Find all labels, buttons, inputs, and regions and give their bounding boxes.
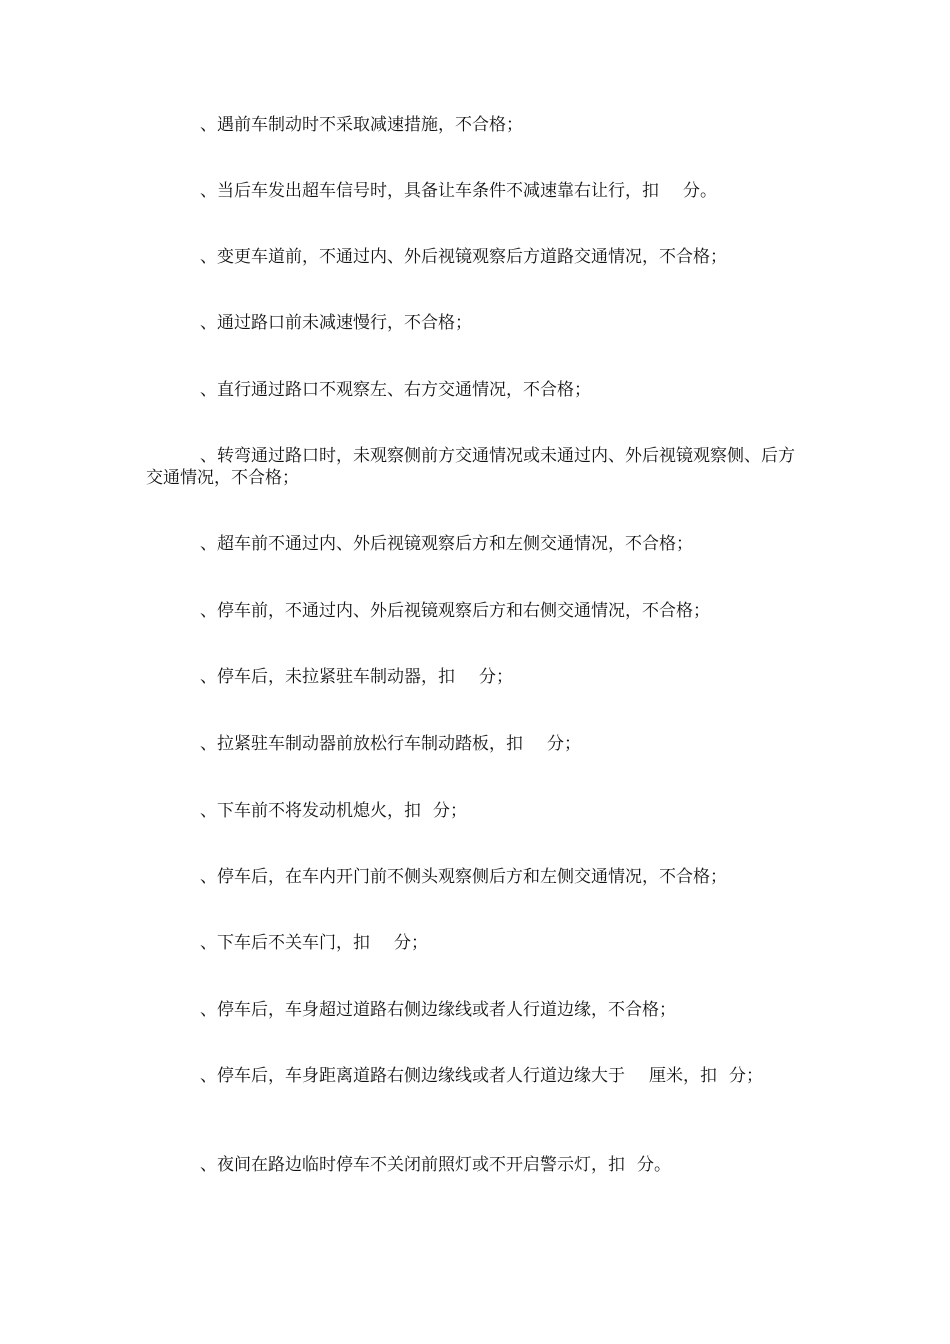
rule-item xyxy=(146,866,806,888)
rule-item xyxy=(146,932,806,954)
rule-text: 、直行通过路口不观察左、右方交通情况，不合格； xyxy=(200,380,591,400)
rule-item xyxy=(146,999,806,1021)
rule-item xyxy=(146,114,806,136)
rule-text: 、转弯通过路口时，未观察侧前方交通情况或未通过内、外后视镜观察侧、后方交通情况，不合格； xyxy=(146,446,795,488)
rule-text-middle: 厘米，扣 xyxy=(649,1066,717,1086)
rule-item xyxy=(146,533,806,555)
rule-text-end: 分； xyxy=(433,801,467,821)
rule-text: 、变更车道前，不通过内、外后视镜观察后方道路交通情况，不合格； xyxy=(200,247,727,267)
rule-text: 、超车前不通过内、外后视镜观察后方和左侧交通情况，不合格； xyxy=(200,534,693,554)
rule-text: 、遇前车制动时不采取减速措施，不合格； xyxy=(200,115,523,135)
rule-text-end: 分。 xyxy=(683,181,717,201)
rule-text: 、通过路口前未减速慢行，不合格； xyxy=(200,313,472,333)
rule-item xyxy=(146,733,806,755)
rule-text: 、停车后，未拉紧驻车制动器，扣 xyxy=(200,667,455,687)
rule-item xyxy=(146,1065,806,1087)
rule-text: 、停车后，在车内开门前不侧头观察侧后方和左侧交通情况，不合格； xyxy=(200,867,727,887)
rule-item xyxy=(146,445,806,489)
rule-text-end: 分。 xyxy=(637,1155,671,1175)
rule-item xyxy=(146,312,806,334)
rule-text: 、停车后，车身距离道路右侧边缘线或者人行道边缘大于 xyxy=(200,1066,625,1086)
rule-text: 、拉紧驻车制动器前放松行车制动踏板，扣 xyxy=(200,734,523,754)
rule-item xyxy=(146,800,806,822)
rule-text: 、下车前不将发动机熄火，扣 xyxy=(200,801,421,821)
rule-item xyxy=(146,600,806,622)
rule-text: 、停车前，不通过内、外后视镜观察后方和右侧交通情况，不合格； xyxy=(200,601,710,621)
rule-text: 、当后车发出超车信号时，具备让车条件不减速靠右让行，扣 xyxy=(200,181,659,201)
rule-item xyxy=(146,246,806,268)
rule-text-end: 分； xyxy=(547,734,581,754)
rule-text-end: 分； xyxy=(394,933,428,953)
rule-text: 、下车后不关车门，扣 xyxy=(200,933,370,953)
rule-item xyxy=(146,666,806,688)
rule-text-end: 分； xyxy=(729,1066,763,1086)
rule-item xyxy=(146,1154,806,1176)
rule-text-end: 分； xyxy=(479,667,513,687)
rule-text: 、夜间在路边临时停车不关闭前照灯或不开启警示灯，扣 xyxy=(200,1155,625,1175)
rule-text: 、停车后，车身超过道路右侧边缘线或者人行道边缘，不合格； xyxy=(200,1000,676,1020)
rule-item xyxy=(146,180,806,202)
rule-item xyxy=(146,379,806,401)
